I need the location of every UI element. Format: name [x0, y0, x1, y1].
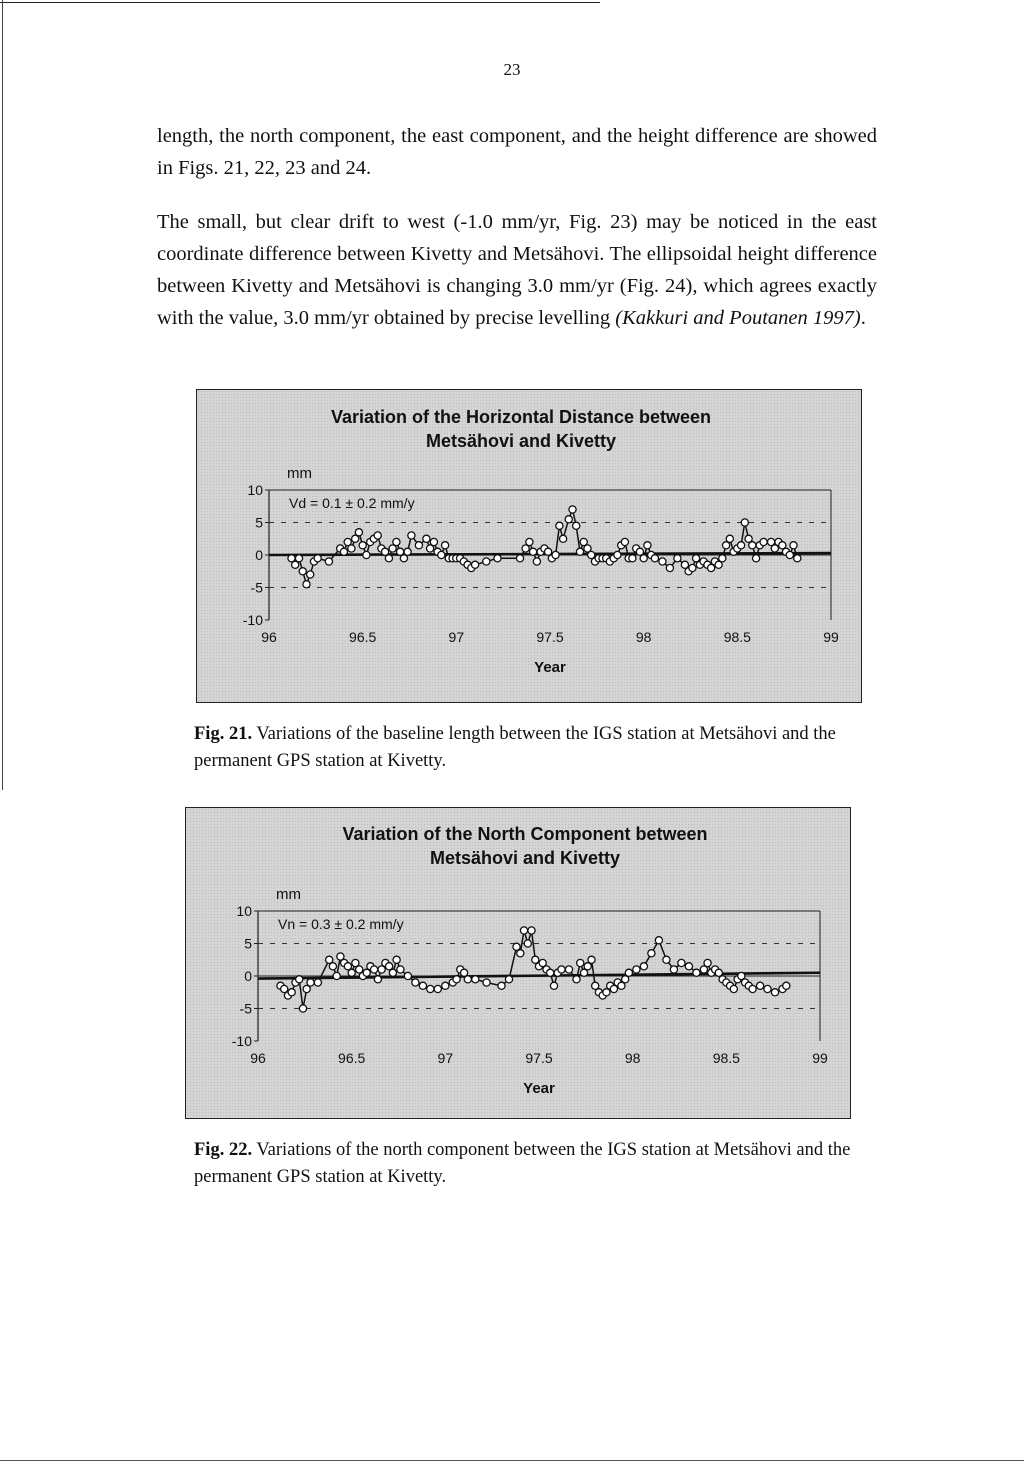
figure-label-22: Fig. 22.	[194, 1140, 253, 1160]
data-point	[374, 976, 381, 983]
chart-horizontal-distance	[196, 389, 862, 703]
data-point	[303, 581, 310, 588]
data-point	[666, 564, 673, 571]
paragraph-intro: length, the north component, the east component, and the height difference are showed in Figs. 21, 22, 23 and 24.	[157, 125, 877, 179]
data-point	[651, 555, 658, 562]
x-axis-label: Year	[534, 659, 566, 676]
data-point	[730, 985, 737, 992]
chart-horizontal-distance-svg	[197, 390, 861, 702]
x-tick-label: 98.5	[723, 629, 751, 645]
data-point	[749, 542, 756, 549]
x-tick-label: 98	[624, 1050, 641, 1066]
data-point	[472, 976, 479, 983]
data-point	[483, 979, 490, 986]
data-point	[633, 966, 640, 973]
data-point	[741, 519, 748, 526]
y-tick-label: 10	[247, 482, 263, 498]
data-point	[483, 558, 490, 565]
data-point	[674, 555, 681, 562]
data-point	[771, 989, 778, 996]
data-point	[547, 969, 554, 976]
x-tick-label: 98	[635, 629, 652, 645]
chart-north-component-svg	[186, 808, 850, 1118]
data-point	[794, 555, 801, 562]
x-tick-label: 96.5	[349, 629, 377, 645]
data-point	[704, 959, 711, 966]
data-point	[749, 985, 756, 992]
paragraph-drift	[157, 206, 877, 334]
data-point	[760, 538, 767, 545]
data-point	[726, 535, 733, 542]
data-point	[685, 963, 692, 970]
data-point	[419, 982, 426, 989]
y-tick-label: 0	[244, 968, 252, 984]
chart-title-line: Metsähovi and Kivetty	[429, 848, 621, 868]
data-point	[678, 959, 685, 966]
data-point	[693, 969, 700, 976]
data-point	[550, 982, 557, 989]
figure-caption-22-text: Variations of the north component between the IGS station at Metsähovi and the permanent GPS station at Kivetty.	[194, 1140, 851, 1187]
data-point	[517, 950, 524, 957]
paragraph-end: .	[860, 307, 866, 329]
data-point	[576, 548, 583, 555]
data-point	[355, 529, 362, 536]
scan-edge-top	[0, 2, 600, 3]
data-point	[621, 538, 628, 545]
paragraph-drift-text: The small, but clear drift to west (-1.0 mm/yr, Fig. 23) may be noticed in the east coordinate difference between Kivetty and Metsähovi. The ellipsoidal height difference between Kivetty and Metsähovi is changing 3.0 mm/yr (Fig. 24), which agrees exactly with the value, 3.0 mm/yr obtained by precise levelling	[157, 211, 877, 329]
data-point	[415, 542, 422, 549]
data-point	[786, 551, 793, 558]
chart-north-component	[185, 807, 851, 1119]
citation: (Kakkuri and Poutanen 1997)	[615, 307, 861, 329]
data-point	[505, 976, 512, 983]
data-point	[533, 558, 540, 565]
y-tick-label: 0	[255, 547, 263, 563]
data-point	[524, 940, 531, 947]
data-point	[325, 558, 332, 565]
data-point	[397, 966, 404, 973]
data-point	[288, 989, 295, 996]
data-point	[296, 976, 303, 983]
y-axis-unit-label: mm	[287, 465, 312, 482]
data-point	[569, 506, 576, 513]
x-axis-label: Year	[523, 1080, 555, 1097]
data-point	[363, 551, 370, 558]
data-point	[663, 956, 670, 963]
x-tick-label: 96.5	[338, 1050, 366, 1066]
y-tick-label: 5	[255, 514, 263, 531]
data-point	[625, 969, 632, 976]
chart-title-line: Variation of the Horizontal Distance between	[330, 407, 712, 427]
figure-label-21: Fig. 21.	[194, 724, 253, 744]
data-point	[565, 966, 572, 973]
data-point	[295, 555, 302, 562]
data-point	[526, 538, 533, 545]
y-tick-label: -5	[239, 1000, 252, 1017]
data-point	[640, 963, 647, 970]
data-point	[552, 551, 559, 558]
y-tick-label: -10	[231, 1033, 252, 1049]
data-point	[530, 548, 537, 555]
data-point	[560, 535, 567, 542]
data-point	[340, 548, 347, 555]
data-point	[329, 963, 336, 970]
data-point	[464, 976, 471, 983]
data-point	[659, 558, 666, 565]
data-point	[577, 959, 584, 966]
data-point	[314, 979, 321, 986]
x-tick-label: 98.5	[712, 1050, 740, 1066]
data-point	[719, 555, 726, 562]
data-point	[299, 1005, 306, 1012]
data-point	[558, 966, 565, 973]
data-point	[359, 542, 366, 549]
y-tick-label: -5	[250, 579, 263, 596]
velocity-annotation: Vd = 0.1 ± 0.2 mm/y	[289, 495, 415, 512]
data-point	[404, 972, 411, 979]
data-point	[573, 976, 580, 983]
data-point	[438, 551, 445, 558]
x-tick-label: 96	[250, 1050, 266, 1066]
data-point	[783, 982, 790, 989]
data-point	[614, 551, 621, 558]
chart-title-line: Variation of the North Component between	[342, 824, 708, 844]
data-point	[494, 555, 501, 562]
x-tick-label: 96	[261, 629, 277, 645]
data-point	[427, 985, 434, 992]
y-tick-label: 10	[236, 903, 252, 919]
data-point	[442, 982, 449, 989]
data-point	[757, 982, 764, 989]
data-point	[520, 927, 527, 934]
data-point	[389, 969, 396, 976]
chart-title-line: Metsähovi and Kivetty	[425, 431, 617, 451]
data-point	[640, 555, 647, 562]
x-tick-label: 97.5	[525, 1050, 553, 1066]
data-point	[393, 538, 400, 545]
data-point	[753, 555, 760, 562]
scan-edge-bottom	[0, 1460, 1024, 1461]
figure-caption-22	[194, 1137, 854, 1191]
page-number: 23	[503, 60, 521, 79]
data-point	[453, 976, 460, 983]
data-point	[393, 956, 400, 963]
data-point	[790, 542, 797, 549]
data-point	[307, 979, 314, 986]
figure-caption-21	[194, 721, 854, 775]
data-point	[307, 571, 314, 578]
data-point	[528, 927, 535, 934]
data-point	[374, 532, 381, 539]
data-point	[644, 542, 651, 549]
data-point	[764, 985, 771, 992]
y-axis-unit-label: mm	[276, 886, 301, 903]
y-tick-label: -10	[242, 612, 263, 628]
data-point	[412, 979, 419, 986]
data-point	[333, 972, 340, 979]
data-point	[299, 568, 306, 575]
data-point	[648, 950, 655, 957]
data-point	[434, 985, 441, 992]
data-point	[348, 545, 355, 552]
y-tick-label: 5	[244, 935, 252, 952]
data-point	[371, 966, 378, 973]
x-tick-label: 97.5	[536, 629, 564, 645]
data-point	[408, 532, 415, 539]
data-point	[573, 522, 580, 529]
data-point	[588, 956, 595, 963]
data-point	[430, 538, 437, 545]
data-point	[404, 548, 411, 555]
x-tick-label: 99	[823, 629, 839, 645]
data-point	[423, 535, 430, 542]
x-tick-label: 97	[437, 1050, 454, 1066]
scan-edge-left	[2, 0, 3, 790]
x-tick-label: 99	[812, 1050, 828, 1066]
x-tick-label: 97	[448, 629, 465, 645]
data-point	[689, 564, 696, 571]
figure-caption-21-text: Variations of the baseline length between the IGS station at Metsähovi and the permanent GPS station at Kivetty.	[194, 724, 836, 771]
data-point	[556, 522, 563, 529]
data-point	[738, 542, 745, 549]
data-point	[629, 555, 636, 562]
data-point	[348, 969, 355, 976]
data-point	[565, 516, 572, 523]
data-point	[498, 982, 505, 989]
data-point	[655, 937, 662, 944]
velocity-annotation: Vn = 0.3 ± 0.2 mm/y	[278, 916, 404, 933]
data-point	[314, 555, 321, 562]
data-point	[385, 555, 392, 562]
data-point	[516, 555, 523, 562]
data-point	[442, 542, 449, 549]
data-point	[670, 966, 677, 973]
data-point	[472, 561, 479, 568]
